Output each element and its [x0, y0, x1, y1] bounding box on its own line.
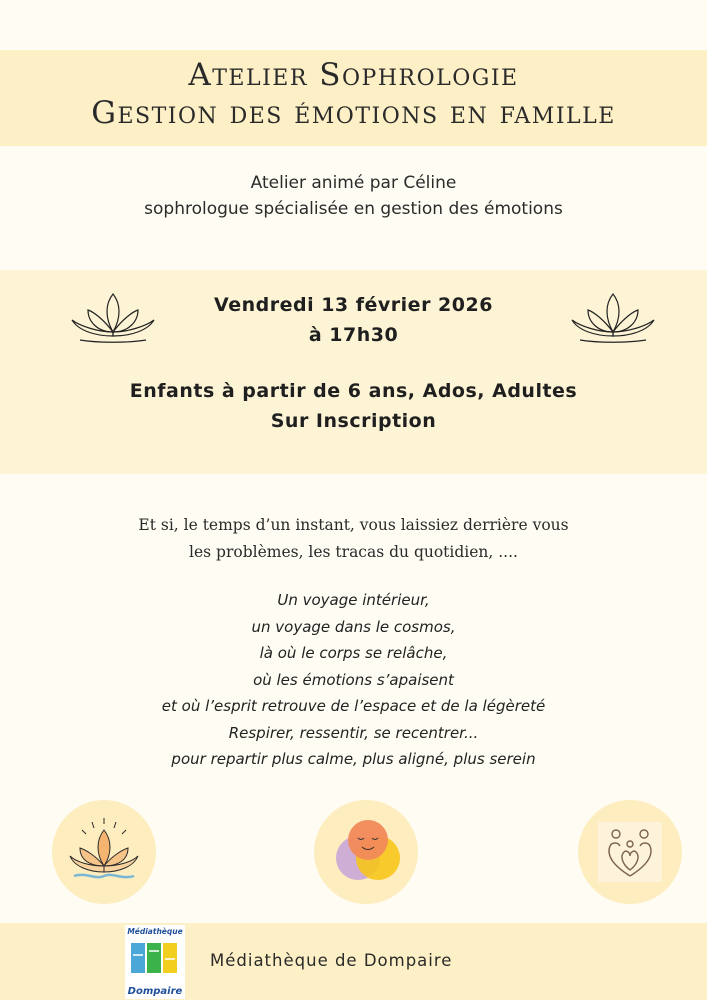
poem-line: et où l’esprit retrouve de l’espace et de la légèreté [161, 697, 546, 715]
intro-line-2: les problèmes, les tracas du quotidien, .... [189, 543, 518, 561]
poem-line: où les émotions s’apaisent [253, 670, 454, 689]
presenter-name: Atelier animé par Céline [250, 173, 457, 193]
event-band [0, 270, 707, 474]
presenter-block [0, 170, 707, 230]
event-date: Vendredi 13 février 2026 [214, 294, 493, 316]
intro-text [0, 512, 707, 566]
poem-line: Un voyage intérieur, [277, 591, 430, 609]
family-circle [578, 800, 682, 904]
poem-line: pour repartir plus calme, plus aligné, plus serein [171, 750, 536, 768]
title-line-2: Gestion des émotions en famille [91, 95, 616, 131]
event-audience-block [0, 376, 707, 436]
event-datetime [0, 290, 707, 350]
emotion-faces-icon [314, 800, 418, 904]
intro-line-1: Et si, le temps d’un instant, vous laissiez derrière vous [138, 516, 569, 534]
lotus-icon [52, 800, 156, 904]
event-audience: Enfants à partir de 6 ans, Ados, Adultes [129, 380, 578, 402]
poem-line: un voyage dans le cosmos, [251, 617, 456, 636]
lotus-circle [52, 800, 156, 904]
emotions-circle [314, 800, 418, 904]
event-time: à 17h30 [308, 324, 399, 346]
footer-text: Médiathèque de Dompaire [210, 951, 453, 970]
poem-line: là où le corps se relâche, [259, 644, 448, 662]
logo-title: Médiathèque [127, 927, 183, 936]
poem [0, 587, 707, 773]
footer-band [0, 923, 707, 1000]
family-hearts-icon [578, 800, 682, 904]
title-line-1: Atelier Sophrologie [188, 57, 519, 93]
event-registration: Sur Inscription [270, 410, 437, 432]
logo-town: Dompaire [127, 986, 183, 997]
title-band [0, 50, 707, 146]
poem-line: Respirer, ressentir, se recentrer... [228, 723, 479, 742]
presenter-role: sophrologue spécialisée en gestion des émotions [144, 199, 563, 219]
mediatheque-logo [125, 925, 185, 999]
